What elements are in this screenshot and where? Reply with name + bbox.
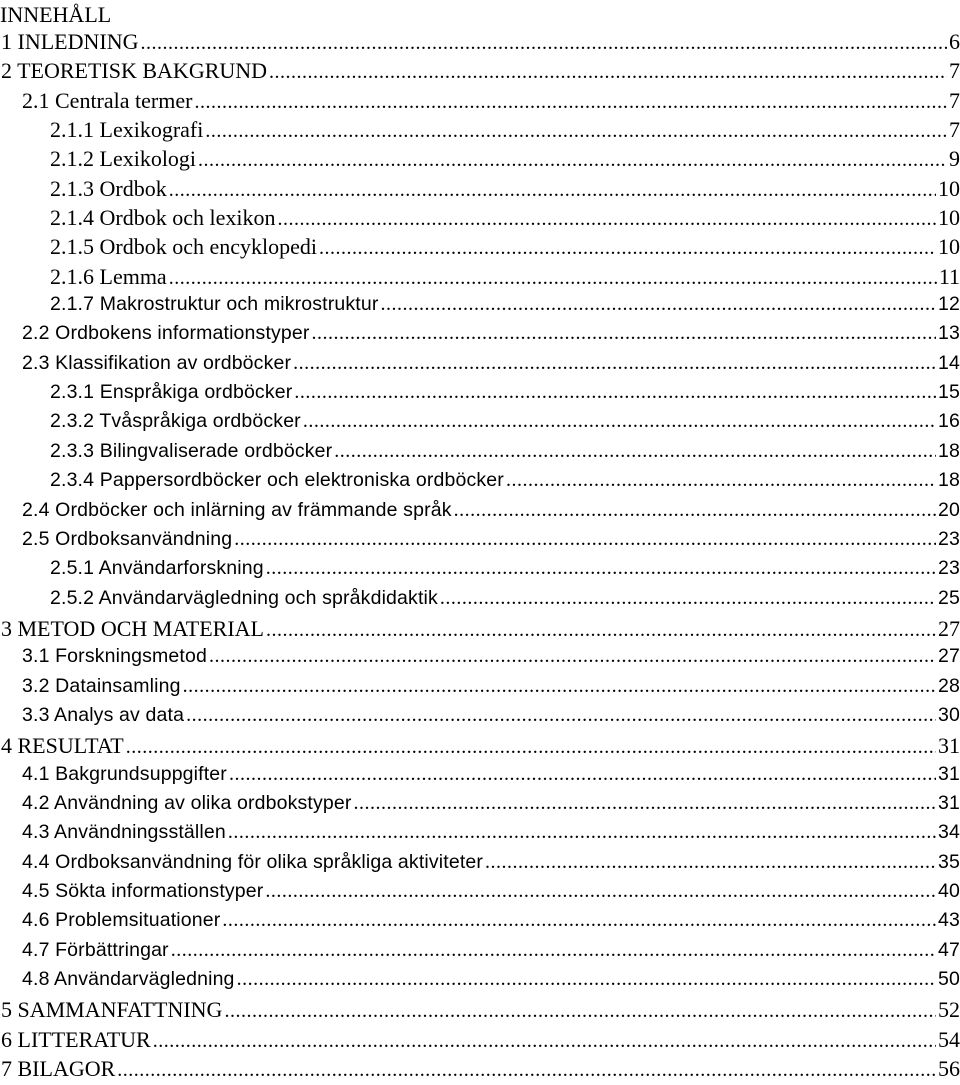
toc-entry[interactable]: [0, 440, 960, 469]
toc-dot-leader: [183, 675, 936, 698]
toc-entry[interactable]: [0, 322, 960, 351]
toc-dot-leader: [198, 146, 947, 172]
toc-dot-leader: [209, 645, 936, 668]
toc-entry-title: 2.5.1 Användarforskning: [50, 557, 264, 580]
toc-page-number: 14: [938, 351, 960, 374]
toc-entry[interactable]: [0, 909, 960, 938]
toc-entry[interactable]: [0, 88, 960, 117]
toc-entry[interactable]: [0, 851, 960, 880]
toc-page-number: 31: [938, 762, 960, 785]
toc-dot-leader: [334, 440, 936, 463]
toc-entry[interactable]: [0, 117, 960, 146]
toc-dot-leader: [117, 1056, 936, 1082]
toc-entry[interactable]: [0, 997, 960, 1026]
toc-page-number: 15: [938, 381, 960, 404]
toc-entry-title: 6 LITTERATUR: [1, 1026, 151, 1052]
toc-entry[interactable]: [0, 29, 960, 58]
toc-entry-title: 7 BILAGOR: [1, 1056, 116, 1082]
toc-page-number: 23: [938, 527, 960, 550]
toc-entry[interactable]: [0, 499, 960, 528]
toc-page-number: 43: [938, 909, 960, 932]
toc-dot-leader: [266, 616, 936, 642]
toc-entry-title: 2.3.1 Enspråkiga ordböcker: [50, 381, 293, 404]
toc-entry-title: 4.4 Ordboksanvändning för olika språkliga aktiviteter: [22, 850, 484, 873]
toc-dot-leader: [354, 792, 936, 815]
table-of-contents: [0, 29, 960, 1085]
toc-entry[interactable]: [0, 205, 960, 234]
toc-page-number: 40: [938, 879, 960, 902]
toc-entry-title: 2.1.1 Lexikografi: [50, 117, 204, 143]
toc-entry-title: 2.1.6 Lemma: [50, 263, 167, 289]
toc-page-number: 25: [938, 586, 960, 609]
toc-page-number: 52: [938, 997, 960, 1023]
toc-page-number: 7: [949, 87, 960, 113]
toc-dot-leader: [186, 704, 936, 727]
toc-entry-title: 3 METOD OCH MATERIAL: [1, 615, 264, 641]
toc-entry[interactable]: [0, 146, 960, 175]
toc-entry-title: 2.3.2 Tvåspråkiga ordböcker: [50, 410, 301, 433]
toc-dot-leader: [205, 117, 947, 143]
toc-dot-leader: [171, 939, 936, 962]
toc-dot-leader: [312, 322, 936, 345]
toc-entry-title: 4.5 Sökta informationstyper: [22, 879, 264, 902]
toc-entry-title: 2.3.3 Bilingvaliserade ordböcker: [50, 439, 333, 462]
toc-dot-leader: [222, 909, 936, 932]
toc-entry[interactable]: [0, 821, 960, 850]
toc-entry-title: 2.4 Ordböcker och inlärning av främmande språk: [22, 498, 452, 521]
toc-entry[interactable]: [0, 469, 960, 498]
toc-dot-leader: [293, 352, 936, 375]
toc-page-number: 18: [938, 469, 960, 492]
page-title: INNEHÅLL: [0, 2, 112, 27]
toc-entry-title: 2.1.7 Makrostruktur och mikrostruktur: [50, 293, 379, 316]
toc-page-number: 20: [938, 498, 960, 521]
toc-entry-title: 4.8 Användarvägledning: [22, 968, 235, 990]
toc-entry[interactable]: [0, 704, 960, 733]
toc-entry-title: 2.1.5 Ordbok och encyklopedi: [50, 234, 317, 260]
toc-page-number: 10: [938, 205, 960, 231]
toc-entry-title: 4.2 Användning av olika ordbokstyper: [22, 791, 352, 814]
toc-entry-title: 2.5.2 Användarvägledning och språkdidaktik: [50, 586, 438, 609]
toc-entry-title: 4.7 Förbättringar: [22, 938, 169, 961]
toc-entry-title: 3.1 Forskningsmetod: [22, 645, 207, 668]
toc-page-number: 23: [938, 557, 960, 580]
toc-entry[interactable]: [0, 264, 960, 293]
toc-dot-leader: [277, 205, 936, 231]
toc-entry-title: 2.3.4 Pappersordböcker och elektroniska ordböcker: [50, 469, 504, 492]
toc-entry-title: 2.1.2 Lexikologi: [50, 146, 197, 172]
toc-entry[interactable]: [0, 733, 960, 762]
toc-entry[interactable]: [0, 763, 960, 792]
toc-entry[interactable]: [0, 293, 960, 322]
toc-page-number: 47: [938, 938, 960, 961]
toc-entry-title: 4.6 Problemsituationer: [22, 909, 221, 932]
toc-entry[interactable]: [0, 176, 960, 205]
toc-page-number: 35: [938, 850, 960, 873]
toc-page-number: 34: [938, 821, 960, 844]
toc-entry-title: 4.3 Användningsställen: [22, 821, 226, 844]
toc-page-number: 12: [938, 293, 960, 316]
toc-entry[interactable]: [0, 968, 960, 997]
toc-entry[interactable]: [0, 1027, 960, 1056]
toc-page-number: 18: [938, 439, 960, 462]
toc-entry-title: 4.1 Bakgrundsuppgifter: [22, 762, 227, 785]
toc-page-number: 30: [938, 703, 960, 726]
toc-dot-leader: [229, 763, 936, 786]
toc-dot-leader: [266, 557, 936, 580]
toc-entry-title: 3.3 Analys av data: [22, 703, 185, 726]
toc-entry[interactable]: [0, 58, 960, 87]
toc-page-number: 11: [938, 263, 960, 289]
toc-dot-leader: [194, 88, 947, 114]
toc-dot-leader: [303, 410, 936, 433]
toc-page-number: 56: [938, 1056, 960, 1082]
toc-entry-title: 3.2 Datainsamling: [22, 674, 181, 697]
toc-page-number: 13: [938, 322, 960, 345]
toc-page-number: 28: [938, 674, 960, 697]
toc-entry-title: 2.1.4 Ordbok och lexikon: [50, 205, 276, 231]
toc-page-number: 10: [938, 175, 960, 201]
toc-page-number: 54: [938, 1026, 960, 1052]
toc-page-number: 16: [938, 410, 960, 433]
toc-entry[interactable]: [0, 528, 960, 557]
toc-dot-leader: [237, 968, 936, 991]
toc-dot-leader: [294, 381, 936, 404]
toc-dot-leader: [228, 821, 936, 844]
toc-entry[interactable]: [0, 557, 960, 586]
toc-dot-leader: [319, 234, 936, 260]
toc-dot-leader: [265, 880, 936, 903]
toc-page-number: 7: [949, 117, 960, 143]
toc-entry[interactable]: [0, 234, 960, 263]
toc-dot-leader: [224, 997, 936, 1023]
toc-entry[interactable]: [0, 616, 960, 645]
toc-dot-leader: [485, 851, 936, 874]
toc-entry[interactable]: [0, 381, 960, 410]
toc-dot-leader: [269, 58, 947, 84]
toc-dot-leader: [440, 587, 936, 610]
toc-entry-title: 2.2 Ordbokens informationstyper: [22, 322, 310, 345]
toc-page-number: 6: [949, 29, 960, 54]
toc-dot-leader: [169, 176, 936, 202]
toc-dot-leader: [506, 469, 936, 492]
toc-entry[interactable]: [0, 675, 960, 704]
toc-entry[interactable]: [0, 939, 960, 968]
toc-dot-leader: [153, 1027, 936, 1053]
toc-page-number: 10: [938, 234, 960, 260]
toc-entry[interactable]: [0, 587, 960, 616]
toc-entry[interactable]: [0, 645, 960, 674]
toc-entry-title: 2.1.3 Ordbok: [50, 175, 167, 201]
toc-entry[interactable]: [0, 410, 960, 439]
toc-entry-title: 5 SAMMANFATTNING: [1, 997, 223, 1023]
toc-page-number: 31: [938, 791, 960, 814]
toc-dot-leader: [169, 264, 937, 290]
toc-entry-title: 4 RESULTAT: [1, 733, 124, 759]
toc-entry[interactable]: [0, 880, 960, 909]
toc-entry[interactable]: [0, 352, 960, 381]
toc-page-number: 31: [938, 733, 960, 759]
toc-entry-title: 2.3 Klassifikation av ordböcker: [22, 351, 292, 374]
toc-page-number: 50: [938, 968, 960, 990]
toc-dot-leader: [140, 29, 947, 55]
toc-entry-title: 2.5 Ordboksanvändning: [22, 527, 233, 550]
toc-dot-leader: [380, 293, 936, 316]
toc-page-number: 27: [938, 615, 960, 641]
toc-page-number: 7: [949, 58, 960, 84]
toc-entry-title: 2.1 Centrala termer: [22, 87, 193, 113]
toc-entry-title: 1 INLEDNING: [1, 29, 139, 54]
toc-dot-leader: [126, 733, 936, 759]
toc-page-number: 27: [938, 645, 960, 668]
toc-page-number: 9: [949, 146, 960, 172]
toc-entry[interactable]: [0, 792, 960, 821]
toc-entry-title: 2 TEORETISK BAKGRUND: [1, 58, 268, 84]
toc-dot-leader: [454, 499, 936, 522]
toc-dot-leader: [234, 528, 936, 551]
toc-entry[interactable]: [0, 1056, 960, 1085]
